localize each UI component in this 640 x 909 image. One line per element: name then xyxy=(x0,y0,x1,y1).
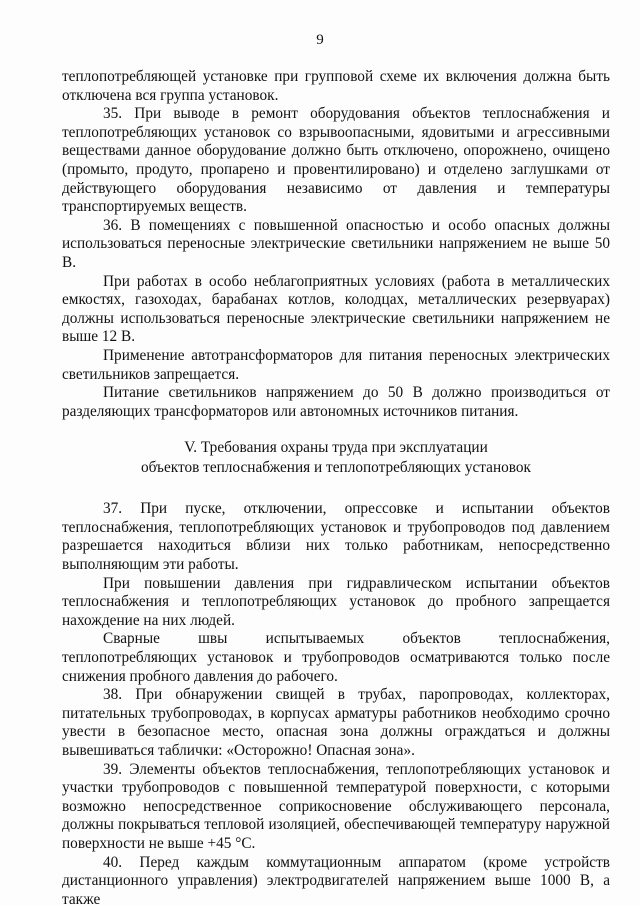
paragraph-36-autotransformers: Применение автотрансформаторов для питания переносных электрических светильников запрещается. xyxy=(62,346,610,383)
paragraph-36: 36. В помещениях с повышенной опасностью и особо опасных должны использоваться переносные электрические светильники напряжением не выше 50 В. xyxy=(62,216,610,271)
paragraph-40: 40. Перед каждым коммутационным аппаратом (кроме устройств дистанционного управления) электродвигателей напряжением выше 1000 В, а также xyxy=(62,853,610,908)
paragraph-38: 38. При обнаружении свищей в трубах, паропроводах, коллекторах, питательных трубопроводах, в корпусах арматуры работников необходимо срочно увести в безопасное место, опасная зона должны ограждаться и должны вывешиваться таблички: «Осторожно! Опасная зона». xyxy=(62,686,610,759)
section-heading-line-2: объектов теплоснабжения и теплопотребляющих установок xyxy=(140,459,531,477)
page-number: 9 xyxy=(316,32,324,48)
document-body xyxy=(62,68,610,909)
paragraph-36-low-voltage: При работах в особо неблагоприятных условиях (работа в металлических емкостях, газоходах, барабанах котлов, колодцах, металлических резервуарах) должны использоваться переносные электрические светильники напряжением не выше 12 В. xyxy=(62,272,610,346)
paragraph-37: 37. При пуске, отключении, опрессовке и испытании объектов теплоснабжения, теплопотребляющих установок и трубопроводов под давлением разрешается находиться вблизи них только работникам, непосредственно выполняющим эти работы. xyxy=(62,500,610,574)
paragraph-continuation: теплопотребляющей установке при групповой схеме их включения должна быть отключена вся группа установок. xyxy=(62,68,610,104)
section-heading-line-1: V. Требования охраны труда при эксплуатации xyxy=(184,439,488,457)
paragraph-36-power-supply: Питание светильников напряжением до 50 В должно производиться от разделяющих трансформаторов или автономных источников питания. xyxy=(62,384,610,420)
paragraph-37-pressure-test: При повышении давления при гидравлическом испытании объектов теплоснабжения и теплопотребляющих установок до пробного запрещается нахождение на них людей. xyxy=(62,574,610,629)
paragraph-39: 39. Элементы объектов теплоснабжения, теплопотребляющих установок и участки трубопроводов с повышенной температурой поверхности, с которыми возможно непосредственное соприкосновение обслуживающего персонала, должны покрываться тепловой изоляцией, обеспечивающей температуру наружной поверхности не выше +45 °С. xyxy=(62,760,610,852)
paragraph-35: 35. При выводе в ремонт оборудования объектов теплоснабжения и теплопотребляющих установок со взрывоопасными, ядовитыми и агрессивными веществами данное оборудование должно быть отключено, опорожнено, очищено (промыто, продуто, пропарено и провентилировано) и отделено заглушками от действующего оборудования независимо от давления и температуры транспортируемых веществ. xyxy=(62,105,610,216)
paragraph-37-welds: Сварные швы испытываемых объектов теплоснабжения, теплопотребляющих установок и трубопроводов осматриваются только после снижения пробного давления до рабочего. xyxy=(62,630,610,685)
section-heading xyxy=(62,438,610,478)
